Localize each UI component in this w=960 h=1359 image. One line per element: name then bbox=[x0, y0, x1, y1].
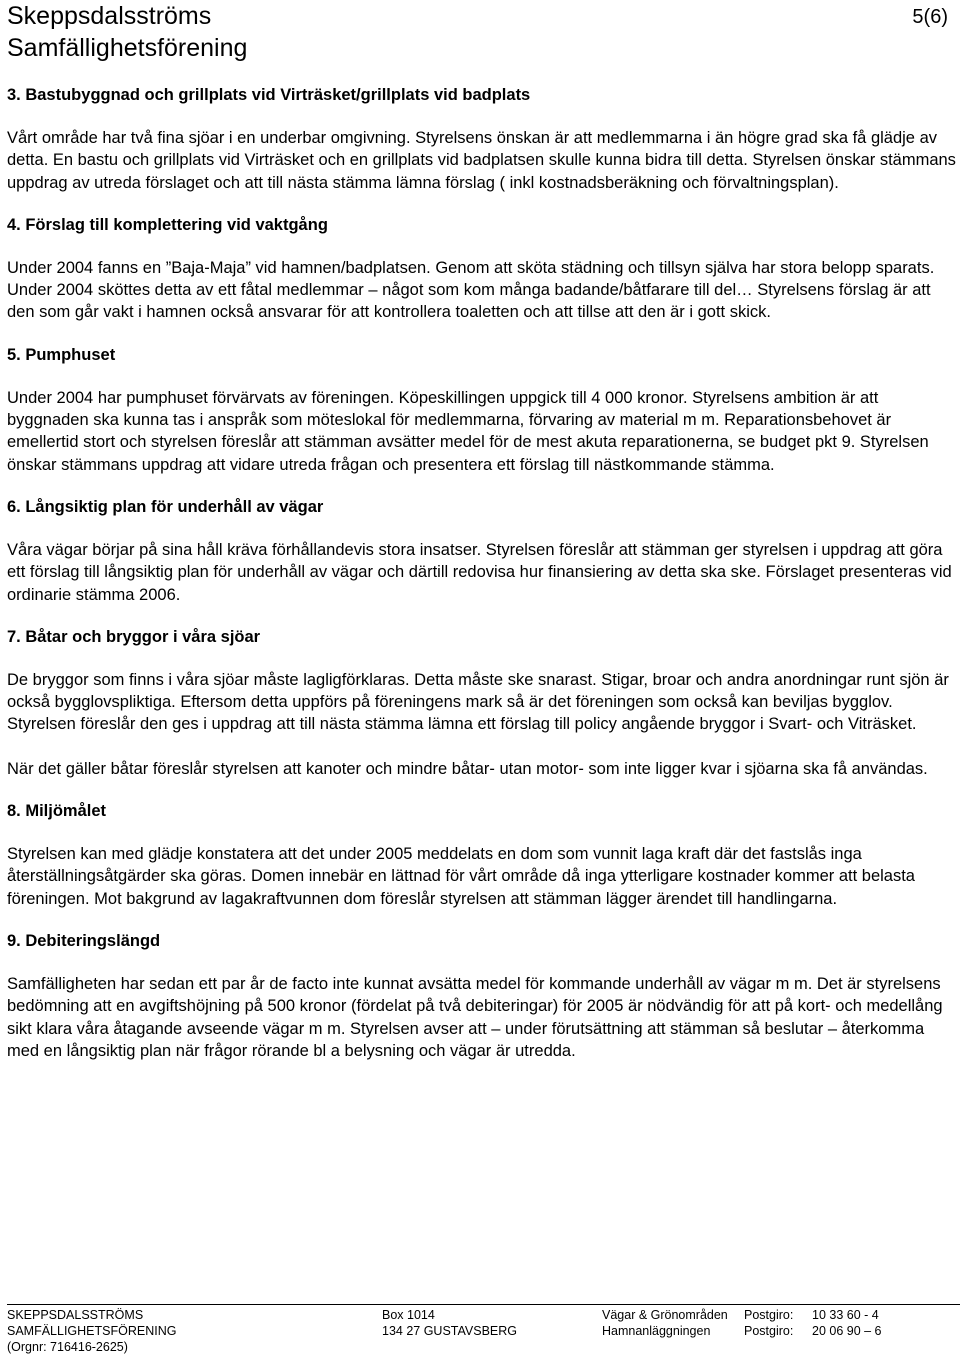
footer-account-numbers bbox=[812, 1307, 882, 1339]
section-paragraph: Vårt område har två fina sjöar i en underbar omgivning. Styrelsens önskan är att medlemmarna i än högre grad ska få glädje av detta. En bastu och grillplats vid Virträsket och en grillplats vid badplatsen skulle kunna bidra till detta. Styrelsen önskar stämmans uppdrag av utreda förslaget och att till nästa stämma lämna förslag ( inkl kostnadsberäkning och förvaltningsplan). bbox=[7, 129, 956, 192]
footer-account2-name: Hamnanläggningen bbox=[602, 1324, 711, 1338]
section-title: 7. Båtar och bryggor i våra sjöar bbox=[7, 627, 261, 646]
footer-account2-label: Postgiro: bbox=[744, 1324, 794, 1338]
footer-org-line2: SAMFÄLLIGHETSFÖRENING bbox=[7, 1324, 177, 1338]
footer-organization bbox=[7, 1307, 176, 1355]
section-paragraph: De bryggor som finns i våra sjöar måste lagligförklaras. Detta måste ske snarast. Stigar, broar och andra anordningar runt sjön är också bygglovspliktiga. Eftersom detta uppförs på föreningens mark så är det föreningen som också kan beviljas bygglov. Styrelsen föreslår den ges i uppdrag att till nästa stämma lämna ett förslag till policy angående bryggor i Svart- och Viträsket. bbox=[7, 670, 949, 734]
footer-orgnr: (Orgnr: 716416-2625) bbox=[7, 1340, 128, 1354]
section-title: 5. Pumphuset bbox=[7, 345, 116, 364]
section-title: 3. Bastubyggnad och grillplats vid Virträsket/grillplats vid badplats bbox=[7, 86, 531, 104]
section-paragraph: Under 2004 har pumphuset förvärvats av föreningen. Köpeskillingen uppgick till 4 000 kronor. Styrelsens ambition är att byggnaden ska kunna tas i anspråk som möteslokal för medlemmarna, förvaring av material m m. Reparationsbehovet är emellertid stort och styrelsen föreslår att stämman avsätter medel för de mest akuta reparationerna, se budget pkt 9. Styrelsen önskar stämmans uppdrag att vidare utreda frågan och presentera ett förslag till nästkommande stämma. bbox=[7, 388, 929, 474]
footer-box: Box 1014 bbox=[382, 1308, 435, 1322]
footer-account-labels bbox=[744, 1307, 793, 1339]
page-footer bbox=[7, 1304, 960, 1354]
section-paragraph: När det gäller båtar föreslår styrelsen att kanoter och mindre båtar- utan motor- som inte ligger kvar i sjöarna ska få användas. bbox=[7, 759, 928, 778]
footer-org-line1: SKEPPSDALSSTRÖMS bbox=[7, 1308, 144, 1322]
page-number: 5(6) bbox=[912, 6, 948, 28]
organization-name-line2: Samfällighetsförening bbox=[7, 34, 248, 62]
section-paragraph: Styrelsen kan med glädje konstatera att det under 2005 meddelats en dom som vunnit laga kraft där det fastslås inga återställningsåtgärder ska göras. Domen innebär en lättnad för vårt område då inga ytterligare kostnader kommer att belasta föreningen. Mot bakgrund av lagakraftvunnen dom föreslår styrelsen att stämman lägger ärendet till handlingarna. bbox=[7, 845, 915, 908]
organization-name-line1: Skeppsdalsströms bbox=[7, 2, 212, 30]
footer-account-names bbox=[602, 1307, 728, 1339]
section-title: 6. Långsiktig plan för underhåll av vägar bbox=[7, 497, 324, 516]
organization-name bbox=[7, 0, 247, 64]
section-title: 8. Miljömålet bbox=[7, 802, 107, 821]
section-title: 4. Förslag till komplettering vid vaktgång bbox=[7, 215, 328, 234]
footer-account1-label: Postgiro: bbox=[744, 1308, 794, 1322]
section-paragraph: Under 2004 fanns en ”Baja-Maja” vid hamnen/badplatsen. Genom att sköta städning och tillsyn själva har stora belopp sparats. Under 2004 sköttes detta av ett fåtal medlemmar – något som kom många badande/båtfarare till del… Styrelsens förslag är att den som går vakt i hamnen också ansvarar för att kontrollera toaletten och att tillse att den är i gott skick. bbox=[7, 258, 935, 322]
footer-city: 134 27 GUSTAVSBERG bbox=[382, 1324, 518, 1338]
section-paragraph: Samfälligheten har sedan ett par år de facto inte kunnat avsätta medel för kommande underhåll av vägar m m. Det är styrelsens bedömning att en avgiftshöjning på 500 kronor (fördelat på två debiteringar) för 2005 är nödvändig för att på kort- och medellång sikt klara våra åtagande avseende vägar m m. Styrelsen avser att – under förutsättning att stämman så beslutar – återkomma med en långsiktig plan när frågor rörande bl a belysning och vägar är utredda. bbox=[7, 974, 943, 1060]
section-title: 9. Debiteringslängd bbox=[7, 931, 161, 950]
footer-account1-name: Vägar & Grönområden bbox=[602, 1308, 728, 1322]
footer-address bbox=[382, 1307, 517, 1339]
document-body bbox=[7, 84, 957, 1062]
footer-account2-number: 20 06 90 – 6 bbox=[812, 1324, 882, 1338]
footer-account1-number: 10 33 60 - 4 bbox=[812, 1308, 879, 1322]
section-paragraph: Våra vägar börjar på sina håll kräva förhållandevis stora insatser. Styrelsen föreslår att stämman ger styrelsen i uppdrag att göra ett förslag till långsiktig plan för underhåll av vägar och därtill redovisa hur finansiering av detta ska ske. Förslaget presenteras vid ordinarie stämma 2006. bbox=[7, 540, 952, 604]
